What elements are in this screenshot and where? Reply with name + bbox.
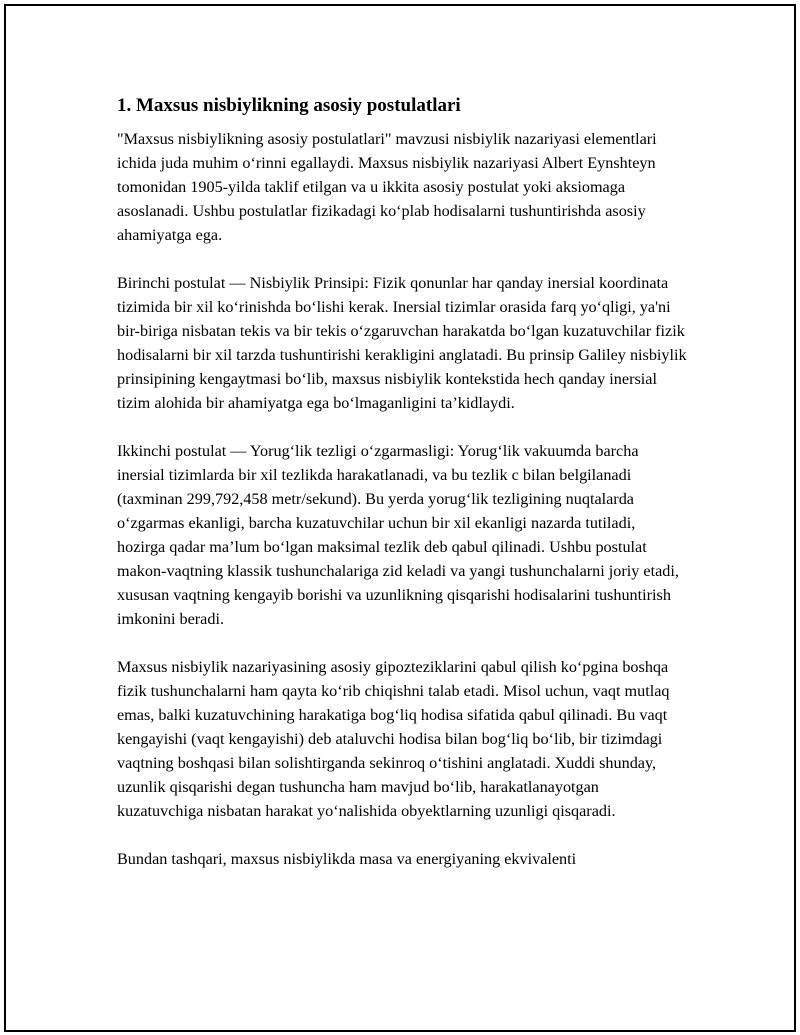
paragraph-mass-energy: Bundan tashqari, maxsus nisbiylikda masa va energiyaning ekvivalenti [117,850,577,868]
paragraph-first-postulate: Birinchi postulat — Nisbiylik Prinsipi: Fizik qonunlar har qanday inersial koordinata tizimida bir xil ko‘rinishda bo‘lishi kerak. Inersial tizimlar orasida farq yo‘qligi, ya'ni bir-biriga nisbatan tekis va bir tekis o‘zgaruvchan harakatda bo‘lgan kuzatuvchilar fizik hodisalarni bir xil tarzda tushuntirishi kerakligini anglatadi. Bu prinsip Galiley nisbiylik prinsipining kengaytmasi bo‘lib, maxsus nisbiylik kontekstida hech qanday inersial tizim alohida bir ahamiyatga ega bo‘lmaganligini ta’kidlaydi. [117,274,687,412]
paragraph-second-postulate: Ikkinchi postulat — Yorug‘lik tezligi o‘zgarmasligi: Yorug‘lik vakuumda barcha inersial tizimlarda bir xil tezlikda harakatlanadi, va bu tezlik c bilan belgilanadi (taxminan 299,792,458 metr/sekund). Bu yerda yorug‘lik tezligining nuqtalarda o‘zgarmas ekanligi, barcha kuzatuvchilar uchun bir xil ekanligi nazarda tutiladi, hozirga qadar ma’lum bo‘lgan maksimal tezlik deb qabul qilinadi. Ushbu postulat makon-vaqtning klassik tushunchalariga zid keladi va yangi tushunchalarni joriy etadi, xususan vaqtning kengayib borishi va uzunlikning qisqarishi hodisalarini tushuntirish imkonini beradi. [117,442,679,628]
paragraph-intro: "Maxsus nisbiylikning asosiy postulatlari" mavzusi nisbiylik nazariyasi elementlari ichida juda muhim o‘rinni egallaydi. Maxsus nisbiylik nazariyasi Albert Eynshteyn tomonidan 1905-yilda taklif etilgan va u ikkita asosiy postulat yoki aksiomaga asoslanadi. Ushbu postulatlar fizikadagi ko‘plab hodisalarni tushuntirishda asosiy ahamiyatga ega. [117,130,657,244]
section-heading: 1. Maxsus nisbiylikning asosiy postulatlari [117,95,461,116]
paragraph-consequences: Maxsus nisbiylik nazariyasining asosiy gipozteziklarini qabul qilish ko‘pgina boshqa fizik tushunchalarni ham qayta ko‘rib chiqishni talab etadi. Misol uchun, vaqt mutlaq emas, balki kuzatuvchining harakatiga bog‘liq hodisa sifatida qabul qilinadi. Bu vaqt kengayishi (vaqt kengayishi) deb ataluvchi hodisa bilan bog‘liq bo‘lib, bir tizimdagi vaqtning boshqasi bilan solishtirganda sekinroq o‘tishini anglatadi. Xuddi shunday, uzunlik qisqarishi degan tushuncha ham mavjud bo‘lib, harakatlanayotgan kuzatuvchiga nisbatan harakat yo‘nalishida obyektlarning uzunligi qisqaradi. [117,658,670,820]
document-body [117,93,687,895]
